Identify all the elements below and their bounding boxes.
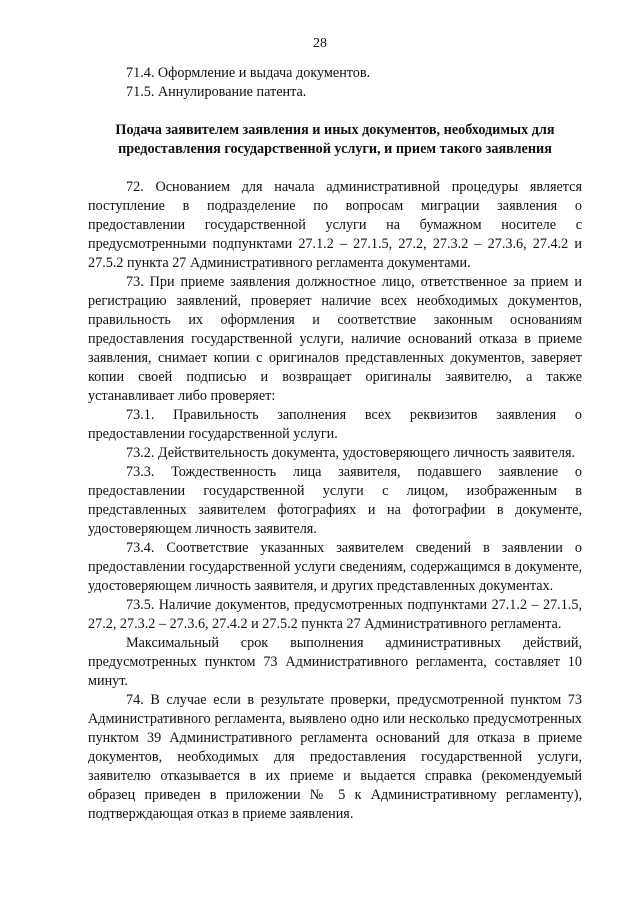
list-item-71-4: 71.4. Оформление и выдача документов.	[126, 65, 371, 81]
paragraph-74: 74. В случае если в результате проверки, предусмотренной пунктом 73 Административного регламента, выявлено одно или несколько предусмотренных пунктом 39 Административного регламента оснований для отказа в приеме документов, необходимых для предоставления государственной услуги, заявителю отказывается в их приеме и выдается справка (рекомендуемый образец приведен в приложении № 5 к Административному регламенту), подтверждающая отказ в приеме заявления.	[88, 692, 582, 822]
paragraph-73-2: 73.2. Действительность документа, удостоверяющего личность заявителя.	[126, 445, 576, 461]
paragraph-max-time: Максимальный срок выполнения административных действий, предусмотренных пунктом 73 Административного регламента, составляет 10 минут.	[88, 635, 582, 689]
list-item-71-5: 71.5. Аннулирование патента.	[126, 84, 307, 100]
page-number: 28	[313, 36, 327, 51]
paragraph-73-3: 73.3. Тождественность лица заявителя, подавшего заявление о предоставлении государственной услуги с лицом, изображенным в представленных заявителем фотографиях и на фотографии в документе, удостоверяющем личность заявителя.	[88, 464, 582, 537]
paragraph-73-4: 73.4. Соответствие указанных заявителем сведений в заявлении о предоставлении государственной услуги сведениям, содержащимся в документе, удостоверяющем личность заявителя, и других представленных документах.	[88, 540, 582, 594]
document-body	[88, 64, 582, 824]
section-heading: Подача заявителем заявления и иных документов, необходимых для предоставления государственной услуги, и прием такого заявления	[115, 122, 555, 157]
paragraph-72: 72. Основанием для начала административной процедуры является поступление в подразделение по вопросам миграции заявления о предоставлении государственной услуги на бумажном носителе с предусмотренными подпунктами 27.1.2 – 27.1.5, 27.2, 27.3.2 – 27.3.6, 27.4.2 и 27.5.2 пункта 27 Административного регламента документами.	[88, 179, 582, 271]
paragraph-73-5: 73.5. Наличие документов, предусмотренных подпунктами 27.1.2 – 27.1.5, 27.2, 27.3.2 – 27.3.6, 27.4.2 и 27.5.2 пункта 27 Административного регламента.	[88, 597, 582, 632]
paragraph-73: 73. При приеме заявления должностное лицо, ответственное за прием и регистрацию заявлений, проверяет наличие всех необходимых документов, правильность их оформления и соответствие законным основаниям предоставления государственной услуги, наличие оснований отказа в приеме заявления, снимает копии с оригиналов представленных документов, заверяет копии своей подписью и возвращает оригиналы заявителю, а также устанавливает либо проверяет:	[88, 274, 582, 404]
paragraph-73-1: 73.1. Правильность заполнения всех реквизитов заявления о предоставлении государственной услуги.	[88, 407, 582, 442]
